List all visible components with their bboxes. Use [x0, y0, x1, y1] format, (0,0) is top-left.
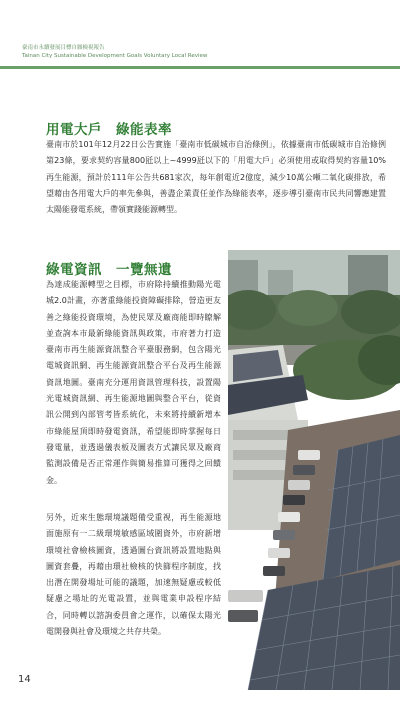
report-title-en: Tainan City Sustainable Development Goals Voluntary Local Review [22, 53, 208, 59]
solar-parking-photo [228, 250, 400, 690]
page-number: 14 [18, 674, 31, 685]
section-title-green-info: 綠電資訊 一覽無遺 [46, 262, 172, 278]
report-title-zh: 臺南市永續發展目標自願檢視報告 [22, 45, 105, 51]
section-body-green-info-2: 另外，近來生態環境議題備受重視，再生能源地面施原有一二級環境敏感區域圍資外，市府新增環境社會檢核圖資，透過圖台資訊將設置地點與圖資套疊，再藉由環社檢核的快篩程序制度，找出潛在開發場址可能的議題，加速無疑慮或較低疑慮之場址的光電設置，並與電業申設程序結合，同時轉以諮詢委員會之運作，以確保太陽光電開發與社會及環境之共存共榮。 [46, 513, 221, 637]
header-divider [0, 66, 400, 69]
section-body-green-info-1: 為達成能源轉型之目標，市府除持續推動陽光電城2.0計畫，亦著重綠能投資障礙排除，營造更友善之綠能投資環境，為使民眾及廠商能即時瞭解並查詢本市最新綠能資訊與政策，市府著力打造臺南市再生能源資訊整合平臺服務網，包含陽光電城資訊網、再生能源資訊整合平台及再生能源資訊地圖。臺南充分運用資訊管理科技，設置陽光電城資訊網、再生能源地圖與整合平台，從資訊公開到內部管考皆系統化，未來將持續新增本市綠能屋頂即時發電資訊，希望能即時掌握每日發電量，並透過儀表板及圖表方式讓民眾及廠商監測設備是否正常運作與簡易推算可獲得之回饋金。 [46, 280, 221, 485]
section-body-power-users: 臺南市於101年12月22日公告實施「臺南市低碳城市自治條例」，依據臺南市低碳城市自治條例第23條，要求契約容量800瓩以上~4999瓩以下的「用電大戶」必須使用或取得契約容量10%再生能源，預計於111年公告共681家次，每年創電近2億度，減少10萬公噸二氧化碳排放，希望藉由各用電大戶的率先參與，善盡企業責任並作為綠能表率，逐步導引臺南市民共同響應建置太陽能發電系統，帶領實踐能源轉型。 [46, 140, 386, 215]
section-title-power-users: 用電大戶 綠能表率 [46, 122, 172, 138]
report-header [22, 44, 382, 60]
